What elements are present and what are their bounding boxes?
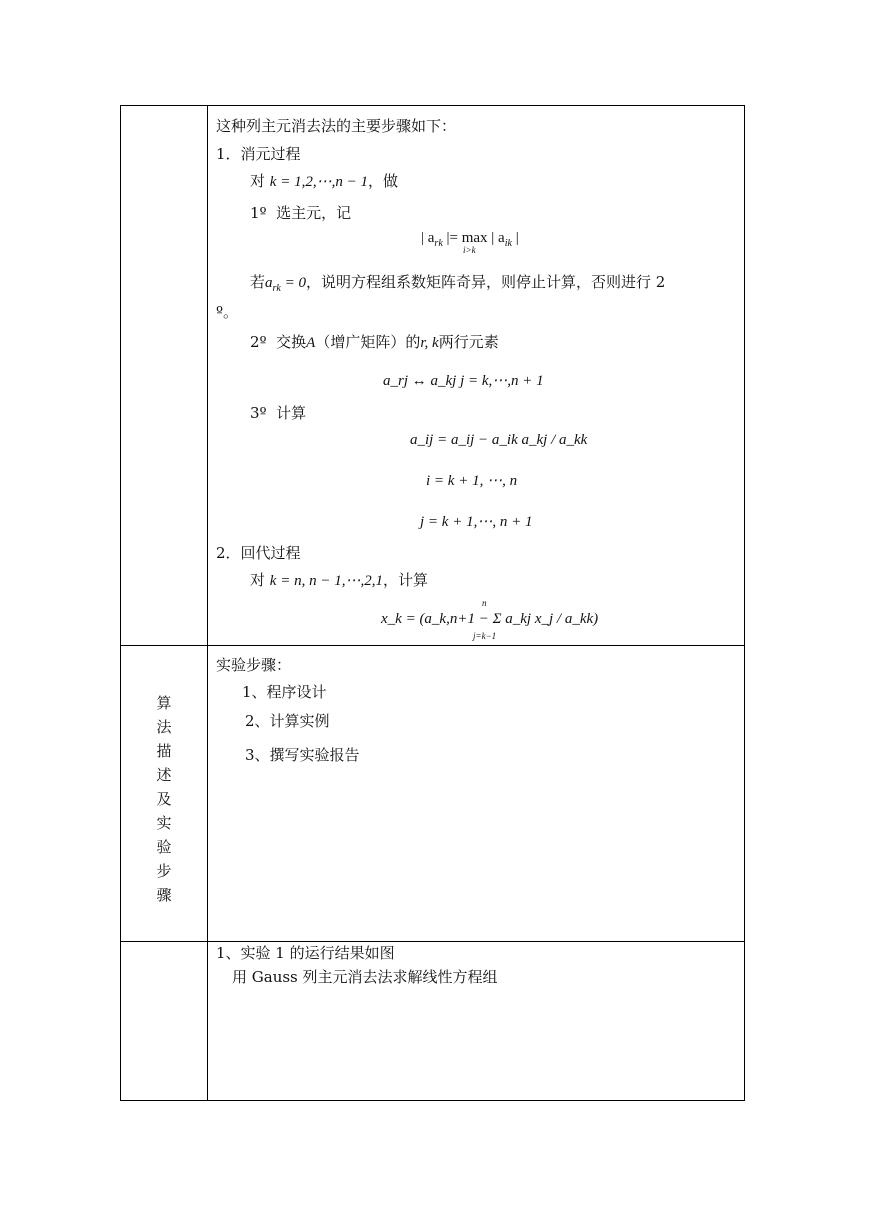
step3-line: 3º 计算 <box>250 404 307 422</box>
list-item: 2、计算实例 <box>245 712 330 730</box>
range-j: j = k + 1,⋯, n + 1 <box>420 514 533 530</box>
back-substitution-equation: x_k = (a_k,n+1 − Σ a_kj x_j / a_kk) <box>381 611 599 627</box>
pivot-equation: | $a_{rk}$ |= max | $a_{ik}$ | <box>421 230 519 249</box>
step2-line: 2º 交换A（增广矩阵）的r, k两行元素 <box>250 333 499 351</box>
swap-equation: a_rj ↔ a_kj j = k,⋯,n + 1 <box>383 373 544 389</box>
singular-wrap: º。 <box>216 303 239 321</box>
section1-heading: 1．消元过程 <box>216 145 301 163</box>
intro-text: 这种列主元消去法的主要步骤如下： <box>216 117 457 135</box>
list-item: 1、程序设计 <box>242 683 327 701</box>
column-divider <box>207 106 208 1100</box>
loop2-expr: k = n, n − 1,⋯,2,1 <box>269 573 383 589</box>
row2-title: 实验步骤： <box>216 656 292 674</box>
list-item: 3、撰写实验报告 <box>245 746 360 764</box>
row3-line2: 用 Gauss 列主元消去法求解线性方程组 <box>232 968 498 986</box>
report-table <box>120 105 745 1101</box>
section2-heading: 2．回代过程 <box>216 544 301 562</box>
loop2-line: 对 k = n, n − 1,⋯,2,1，计算 <box>250 571 428 589</box>
pivot-max-subscript: i>k <box>463 245 476 255</box>
singular-line: 若$a_{rk} = 0$，说明方程组系数矩阵奇异，则停止计算，否则进行 2 <box>250 273 666 294</box>
loop1-expr: k = 1,2,⋯,n − 1 <box>269 174 368 190</box>
update-equation: a_ij = a_ij − a_ik a_kj / a_kk <box>410 432 588 448</box>
sum-lower-limit: j=k−1 <box>473 631 497 641</box>
sum-upper-limit: n <box>482 598 487 608</box>
row-divider-1 <box>121 645 744 646</box>
loop1-line: 对 k = 1,2,⋯,n − 1，做 <box>250 172 398 190</box>
row3-line1: 1、实验 1 的运行结果如图 <box>216 944 395 962</box>
range-i: i = k + 1, ⋯, n <box>426 473 518 489</box>
row2-label: 算 法 描 述 及 实 验 步 骤 <box>156 694 172 904</box>
row-divider-2 <box>121 941 744 942</box>
step1-line: 1º 选主元，记 <box>250 204 352 222</box>
